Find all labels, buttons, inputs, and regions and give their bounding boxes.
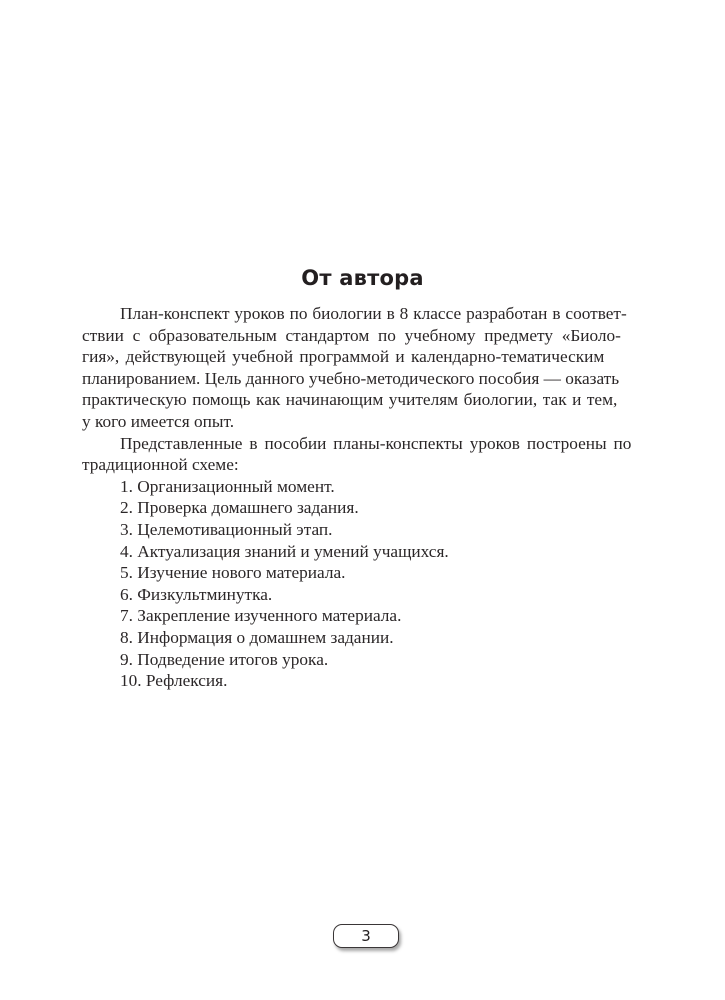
text-line: традиционной схеме:	[82, 455, 239, 475]
list-item: 3. Целемотивационный этап.	[120, 519, 333, 539]
text-line: гия», действующей учебной программой и календарно-тематическим	[82, 347, 605, 367]
text-line: Представленные в пособии планы-конспекты уроков построены по	[120, 433, 632, 453]
list-item: 1. Организационный момент.	[120, 476, 335, 496]
text-line: План-конспект уроков по биологии в 8 классе разработан в соответ-	[120, 304, 627, 323]
text-line: практическую помощь как начинающим учителям биологии, так и тем,	[82, 390, 618, 410]
list-item: 8. Информация о домашнем задании.	[120, 627, 394, 647]
body-text	[82, 303, 646, 692]
list-item: 6. Физкультминутка.	[120, 584, 273, 604]
text-line: ствии с образовательным стандартом по учебному предмету «Биоло-	[82, 325, 621, 345]
list-item: 4. Актуализация знаний и умений учащихся.	[120, 541, 449, 561]
page-title: От автора	[301, 266, 424, 290]
lesson-stages-list	[82, 476, 646, 692]
page-number-badge: 3	[333, 924, 399, 948]
list-item: 5. Изучение нового материала.	[120, 563, 346, 583]
paragraph-intro	[82, 303, 646, 433]
list-item: 7. Закрепление изученного материала.	[120, 606, 402, 626]
text-line: у кого имеется опыт.	[82, 411, 235, 431]
list-item: 2. Проверка домашнего задания.	[120, 498, 359, 518]
paragraph-structure	[82, 433, 646, 476]
list-item: 9. Подведение итогов урока.	[120, 649, 329, 669]
text-line: планированием. Цель данного учебно-методического пособия — оказать	[82, 368, 620, 388]
list-item: 10. Рефлексия.	[120, 671, 228, 691]
